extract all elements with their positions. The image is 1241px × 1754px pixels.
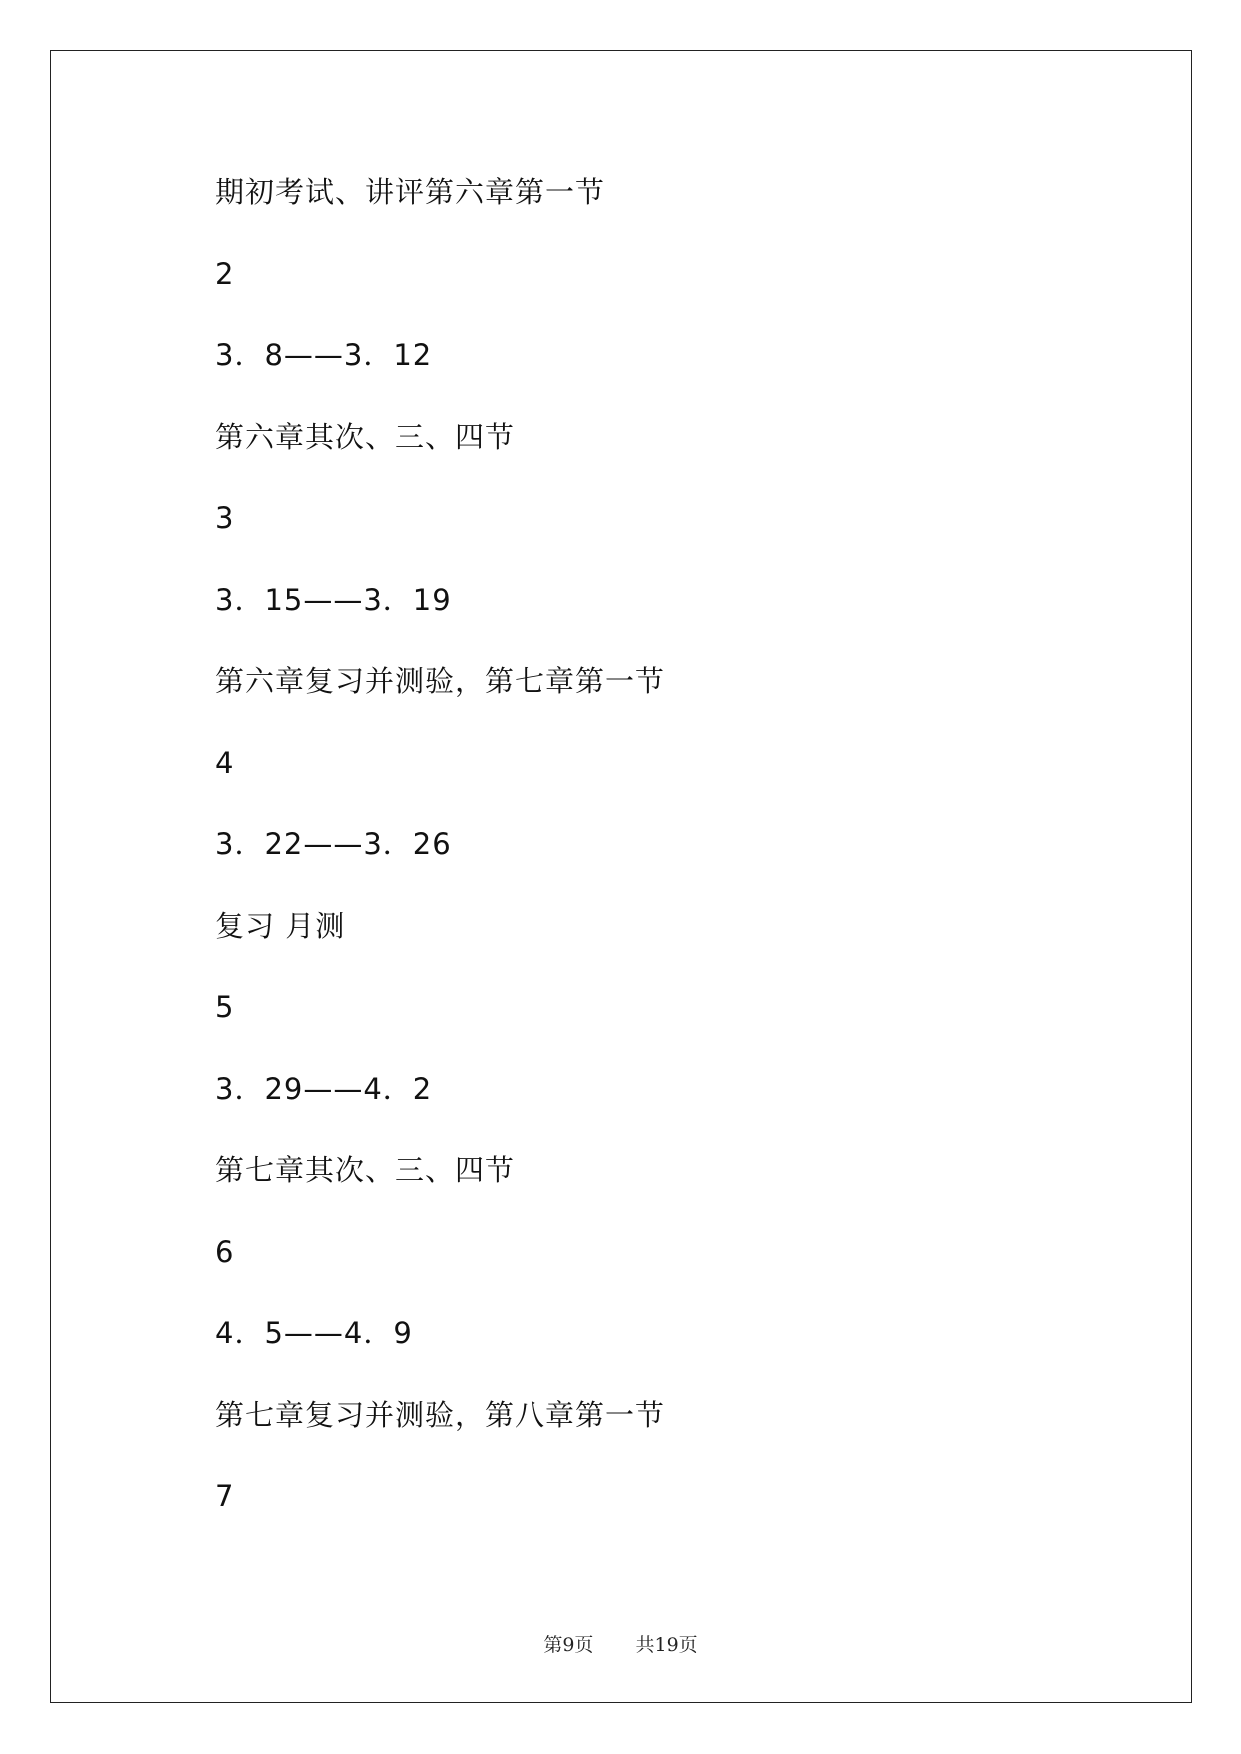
total-pages: 共19页 — [635, 1634, 698, 1656]
page-number: 第9页 — [543, 1634, 594, 1656]
text-line: 第七章复习并测验，第八章第一节 — [215, 1397, 666, 1432]
text-line: 3．22——3．26 — [215, 827, 452, 861]
text-line: 5 — [215, 990, 235, 1024]
text-line: 6 — [215, 1234, 235, 1269]
text-line: 3．8——3．12 — [215, 338, 433, 372]
text-line: 2 — [215, 256, 235, 291]
document-body — [215, 168, 1115, 1554]
text-line: 第六章复习并测验，第七章第一节 — [215, 664, 666, 698]
text-line: 第六章其次、三、四节 — [215, 419, 516, 454]
page-footer — [0, 1630, 1241, 1657]
text-line: 4 — [215, 745, 235, 780]
text-line: 3．29——4．2 — [215, 1071, 433, 1106]
text-line: 7 — [215, 1479, 235, 1513]
text-line: 期初考试、讲评第六章第一节 — [215, 175, 606, 209]
text-line: 复习 月测 — [215, 908, 346, 943]
text-line: 第七章其次、三、四节 — [215, 1153, 516, 1187]
text-line: 3 — [215, 501, 235, 535]
text-line: 3．15——3．19 — [215, 582, 452, 617]
text-line: 4．5——4．9 — [215, 1316, 413, 1350]
